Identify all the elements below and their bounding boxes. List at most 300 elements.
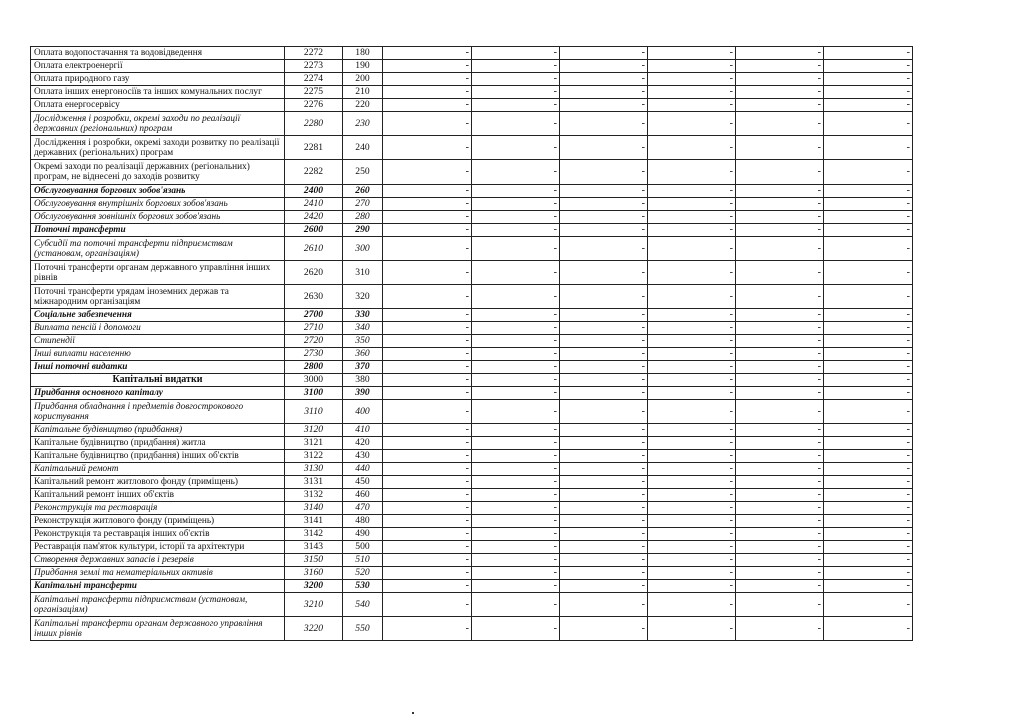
row-code: 190 [343, 60, 383, 73]
value-cell: - [736, 185, 824, 198]
value-cell: - [472, 528, 560, 541]
value-cell: - [560, 322, 648, 335]
table-row [31, 60, 913, 73]
value-cell: - [472, 374, 560, 387]
value-cell: - [383, 567, 472, 580]
kekv-code: 3120 [285, 424, 343, 437]
value-cell: - [383, 99, 472, 112]
kekv-code: 3150 [285, 554, 343, 567]
row-name: Створення державних запасів і резервів [31, 554, 285, 567]
row-name: Оплата енергосервісу [31, 99, 285, 112]
row-name: Капітальні видатки [31, 374, 285, 387]
value-cell: - [560, 450, 648, 463]
row-name: Оплата водопостачання та водовідведення [31, 47, 285, 60]
kekv-code: 2400 [285, 185, 343, 198]
value-cell: - [560, 374, 648, 387]
row-code: 280 [343, 211, 383, 224]
row-code: 200 [343, 73, 383, 86]
table-row [31, 73, 913, 86]
value-cell: - [648, 567, 736, 580]
value-cell: - [736, 463, 824, 476]
row-name: Капітальне будівництво (придбання) інших об'єктів [31, 450, 285, 463]
kekv-code: 2410 [285, 198, 343, 211]
value-cell: - [824, 515, 913, 528]
kekv-code: 2610 [285, 237, 343, 261]
value-cell: - [736, 136, 824, 160]
value-cell: - [824, 387, 913, 400]
row-code: 460 [343, 489, 383, 502]
value-cell: - [560, 99, 648, 112]
row-code: 330 [343, 309, 383, 322]
value-cell: - [560, 112, 648, 136]
value-cell: - [560, 335, 648, 348]
value-cell: - [472, 580, 560, 593]
value-cell: - [472, 136, 560, 160]
value-cell: - [648, 374, 736, 387]
value-cell: - [648, 580, 736, 593]
table-row [31, 424, 913, 437]
value-cell: - [648, 617, 736, 641]
value-cell: - [736, 541, 824, 554]
value-cell: - [472, 450, 560, 463]
table-row [31, 112, 913, 136]
value-cell: - [383, 47, 472, 60]
row-name: Оплата інших енергоносіїв та інших комунальних послуг [31, 86, 285, 99]
value-cell: - [648, 361, 736, 374]
kekv-code: 3142 [285, 528, 343, 541]
kekv-code: 2276 [285, 99, 343, 112]
value-cell: - [560, 567, 648, 580]
value-cell: - [383, 60, 472, 73]
row-code: 290 [343, 224, 383, 237]
kekv-code: 3210 [285, 593, 343, 617]
row-code: 500 [343, 541, 383, 554]
kekv-code: 2282 [285, 160, 343, 185]
row-code: 260 [343, 185, 383, 198]
row-name: Виплата пенсій і допомоги [31, 322, 285, 335]
table-row [31, 211, 913, 224]
value-cell: - [383, 285, 472, 309]
kekv-code: 2800 [285, 361, 343, 374]
row-name: Обслуговування боргових зобов'язань [31, 185, 285, 198]
value-cell: - [560, 73, 648, 86]
value-cell: - [648, 387, 736, 400]
value-cell: - [648, 237, 736, 261]
value-cell: - [472, 463, 560, 476]
value-cell: - [648, 335, 736, 348]
row-code: 270 [343, 198, 383, 211]
value-cell: - [383, 437, 472, 450]
row-name: Інші виплати населенню [31, 348, 285, 361]
row-name: Капітальний ремонт житлового фонду (приміщень) [31, 476, 285, 489]
row-name: Поточні трансферти органам державного управління інших рівнів [31, 261, 285, 285]
row-code: 180 [343, 47, 383, 60]
value-cell: - [824, 261, 913, 285]
value-cell: - [648, 185, 736, 198]
table-row [31, 528, 913, 541]
value-cell: - [383, 400, 472, 424]
value-cell: - [736, 237, 824, 261]
kekv-code: 2620 [285, 261, 343, 285]
value-cell: - [560, 136, 648, 160]
value-cell: - [383, 224, 472, 237]
kekv-code: 3130 [285, 463, 343, 476]
table-body [31, 47, 913, 641]
value-cell: - [648, 160, 736, 185]
value-cell: - [383, 86, 472, 99]
value-cell: - [736, 515, 824, 528]
value-cell: - [383, 489, 472, 502]
value-cell: - [383, 160, 472, 185]
kekv-code: 3122 [285, 450, 343, 463]
value-cell: - [824, 374, 913, 387]
row-name: Соціальне забезпечення [31, 309, 285, 322]
row-code: 410 [343, 424, 383, 437]
value-cell: - [648, 489, 736, 502]
value-cell: - [736, 99, 824, 112]
value-cell: - [648, 285, 736, 309]
value-cell: - [824, 400, 913, 424]
kekv-code: 2720 [285, 335, 343, 348]
table-row [31, 309, 913, 322]
value-cell: - [472, 567, 560, 580]
row-code: 320 [343, 285, 383, 309]
value-cell: - [383, 528, 472, 541]
value-cell: - [824, 450, 913, 463]
row-code: 450 [343, 476, 383, 489]
table-row [31, 502, 913, 515]
value-cell: - [472, 335, 560, 348]
row-name: Придбання основного капіталу [31, 387, 285, 400]
kekv-code: 3200 [285, 580, 343, 593]
value-cell: - [472, 211, 560, 224]
value-cell: - [472, 348, 560, 361]
value-cell: - [560, 528, 648, 541]
kekv-code: 2420 [285, 211, 343, 224]
value-cell: - [736, 112, 824, 136]
value-cell: - [472, 617, 560, 641]
value-cell: - [383, 515, 472, 528]
value-cell: - [648, 224, 736, 237]
value-cell: - [824, 237, 913, 261]
value-cell: - [472, 424, 560, 437]
value-cell: - [736, 580, 824, 593]
value-cell: - [383, 211, 472, 224]
value-cell: - [472, 112, 560, 136]
value-cell: - [383, 387, 472, 400]
table-row [31, 463, 913, 476]
value-cell: - [736, 387, 824, 400]
value-cell: - [648, 528, 736, 541]
value-cell: - [824, 361, 913, 374]
value-cell: - [736, 309, 824, 322]
value-cell: - [648, 47, 736, 60]
row-name: Окремі заходи по реалізації державних (регіональних) програм, не віднесені до заходів розвитку [31, 160, 285, 185]
row-code: 350 [343, 335, 383, 348]
value-cell: - [472, 60, 560, 73]
value-cell: - [648, 400, 736, 424]
value-cell: - [824, 136, 913, 160]
row-name: Капітальні трансферти [31, 580, 285, 593]
value-cell: - [472, 387, 560, 400]
value-cell: - [736, 211, 824, 224]
kekv-code: 3110 [285, 400, 343, 424]
table-row [31, 47, 913, 60]
value-cell: - [472, 224, 560, 237]
kekv-code: 2275 [285, 86, 343, 99]
value-cell: - [824, 309, 913, 322]
value-cell: - [648, 515, 736, 528]
value-cell: - [824, 593, 913, 617]
value-cell: - [560, 437, 648, 450]
value-cell: - [736, 476, 824, 489]
kekv-code: 2280 [285, 112, 343, 136]
row-name: Обслуговування зовнішніх боргових зобов'язань [31, 211, 285, 224]
value-cell: - [383, 322, 472, 335]
value-cell: - [560, 60, 648, 73]
row-code: 490 [343, 528, 383, 541]
value-cell: - [383, 593, 472, 617]
value-cell: - [560, 185, 648, 198]
value-cell: - [560, 309, 648, 322]
value-cell: - [648, 476, 736, 489]
value-cell: - [648, 450, 736, 463]
table-row [31, 489, 913, 502]
row-code: 550 [343, 617, 383, 641]
value-cell: - [736, 322, 824, 335]
row-name: Реконструкція та реставрація [31, 502, 285, 515]
value-cell: - [472, 309, 560, 322]
value-cell: - [383, 335, 472, 348]
table-row [31, 237, 913, 261]
value-cell: - [472, 554, 560, 567]
value-cell: - [560, 617, 648, 641]
value-cell: - [560, 387, 648, 400]
value-cell: - [824, 322, 913, 335]
value-cell: - [736, 437, 824, 450]
table-row [31, 160, 913, 185]
value-cell: - [648, 211, 736, 224]
value-cell: - [472, 160, 560, 185]
kekv-code: 3220 [285, 617, 343, 641]
value-cell: - [648, 309, 736, 322]
table-row [31, 374, 913, 387]
table-row [31, 198, 913, 211]
value-cell: - [472, 185, 560, 198]
value-cell: - [824, 335, 913, 348]
row-code: 520 [343, 567, 383, 580]
value-cell: - [736, 424, 824, 437]
value-cell: - [648, 136, 736, 160]
value-cell: - [648, 60, 736, 73]
value-cell: - [736, 374, 824, 387]
table-row [31, 450, 913, 463]
table-row [31, 261, 913, 285]
value-cell: - [472, 73, 560, 86]
value-cell: - [824, 160, 913, 185]
value-cell: - [736, 261, 824, 285]
value-cell: - [383, 463, 472, 476]
row-name: Інші поточні видатки [31, 361, 285, 374]
kekv-code: 2630 [285, 285, 343, 309]
table-row [31, 285, 913, 309]
value-cell: - [472, 261, 560, 285]
value-cell: - [736, 361, 824, 374]
table-row [31, 224, 913, 237]
value-cell: - [383, 580, 472, 593]
value-cell: - [824, 285, 913, 309]
value-cell: - [824, 541, 913, 554]
kekv-code: 3140 [285, 502, 343, 515]
value-cell: - [560, 502, 648, 515]
kekv-code: 2274 [285, 73, 343, 86]
value-cell: - [736, 160, 824, 185]
value-cell: - [736, 554, 824, 567]
table-row [31, 99, 913, 112]
value-cell: - [472, 437, 560, 450]
row-code: 380 [343, 374, 383, 387]
value-cell: - [824, 99, 913, 112]
table-row [31, 567, 913, 580]
row-name: Придбання обладнання і предметів довгострокового користування [31, 400, 285, 424]
row-code: 240 [343, 136, 383, 160]
kekv-code: 3143 [285, 541, 343, 554]
row-code: 420 [343, 437, 383, 450]
value-cell: - [736, 450, 824, 463]
kekv-code: 3100 [285, 387, 343, 400]
row-code: 340 [343, 322, 383, 335]
value-cell: - [383, 617, 472, 641]
table-row [31, 335, 913, 348]
value-cell: - [383, 261, 472, 285]
row-code: 540 [343, 593, 383, 617]
value-cell: - [383, 309, 472, 322]
table-row [31, 136, 913, 160]
row-code: 220 [343, 99, 383, 112]
kekv-code: 2710 [285, 322, 343, 335]
expenditure-table [30, 46, 913, 641]
row-name: Капітальний ремонт [31, 463, 285, 476]
value-cell: - [824, 554, 913, 567]
kekv-code: 2600 [285, 224, 343, 237]
kekv-code: 3000 [285, 374, 343, 387]
value-cell: - [472, 593, 560, 617]
value-cell: - [383, 73, 472, 86]
value-cell: - [648, 541, 736, 554]
value-cell: - [560, 86, 648, 99]
kekv-code: 3121 [285, 437, 343, 450]
row-name: Капітальний ремонт інших об'єктів [31, 489, 285, 502]
row-code: 250 [343, 160, 383, 185]
value-cell: - [560, 47, 648, 60]
row-name: Дослідження і розробки, окремі заходи розвитку по реалізації державних (регіональних) програм [31, 136, 285, 160]
value-cell: - [736, 198, 824, 211]
value-cell: - [560, 361, 648, 374]
row-code: 310 [343, 261, 383, 285]
row-name: Капітальні трансферти підприємствам (установам, організаціям) [31, 593, 285, 617]
value-cell: - [824, 528, 913, 541]
value-cell: - [383, 541, 472, 554]
value-cell: - [648, 86, 736, 99]
value-cell: - [736, 285, 824, 309]
value-cell: - [648, 593, 736, 617]
value-cell: - [736, 528, 824, 541]
value-cell: - [560, 211, 648, 224]
value-cell: - [824, 476, 913, 489]
value-cell: - [736, 348, 824, 361]
kekv-code: 3141 [285, 515, 343, 528]
value-cell: - [824, 567, 913, 580]
row-code: 470 [343, 502, 383, 515]
value-cell: - [648, 99, 736, 112]
value-cell: - [472, 515, 560, 528]
kekv-code: 3160 [285, 567, 343, 580]
table-row [31, 515, 913, 528]
value-cell: - [560, 554, 648, 567]
table-row [31, 593, 913, 617]
row-name: Стипендії [31, 335, 285, 348]
value-cell: - [383, 554, 472, 567]
table-row [31, 541, 913, 554]
value-cell: - [736, 335, 824, 348]
row-name: Капітальне будівництво (придбання) [31, 424, 285, 437]
value-cell: - [560, 593, 648, 617]
value-cell: - [560, 515, 648, 528]
row-name: Оплата електроенергії [31, 60, 285, 73]
value-cell: - [560, 160, 648, 185]
value-cell: - [736, 593, 824, 617]
value-cell: - [736, 73, 824, 86]
table-row [31, 387, 913, 400]
row-name: Капітальні трансферти органам державного управління інших рівнів [31, 617, 285, 641]
value-cell: - [560, 348, 648, 361]
value-cell: - [824, 112, 913, 136]
row-code: 510 [343, 554, 383, 567]
value-cell: - [736, 567, 824, 580]
value-cell: - [560, 285, 648, 309]
value-cell: - [648, 348, 736, 361]
value-cell: - [824, 348, 913, 361]
value-cell: - [560, 541, 648, 554]
row-name: Капітальне будівництво (придбання) житла [31, 437, 285, 450]
table-row [31, 476, 913, 489]
value-cell: - [560, 224, 648, 237]
row-name: Обслуговування внутрішніх боргових зобов'язань [31, 198, 285, 211]
value-cell: - [560, 400, 648, 424]
value-cell: - [472, 502, 560, 515]
value-cell: - [648, 463, 736, 476]
value-cell: - [648, 112, 736, 136]
row-code: 230 [343, 112, 383, 136]
kekv-code: 2273 [285, 60, 343, 73]
table-row [31, 400, 913, 424]
row-name: Реконструкція житлового фонду (приміщень) [31, 515, 285, 528]
row-code: 530 [343, 580, 383, 593]
table-row [31, 86, 913, 99]
value-cell: - [560, 463, 648, 476]
value-cell: - [472, 237, 560, 261]
value-cell: - [383, 374, 472, 387]
table-row [31, 437, 913, 450]
table-row [31, 554, 913, 567]
table-row [31, 361, 913, 374]
row-name: Придбання землі та нематеріальних активів [31, 567, 285, 580]
value-cell: - [560, 489, 648, 502]
row-name: Реставрація пам'яток культури, історії та архітектури [31, 541, 285, 554]
value-cell: - [560, 237, 648, 261]
value-cell: - [824, 437, 913, 450]
value-cell: - [560, 476, 648, 489]
